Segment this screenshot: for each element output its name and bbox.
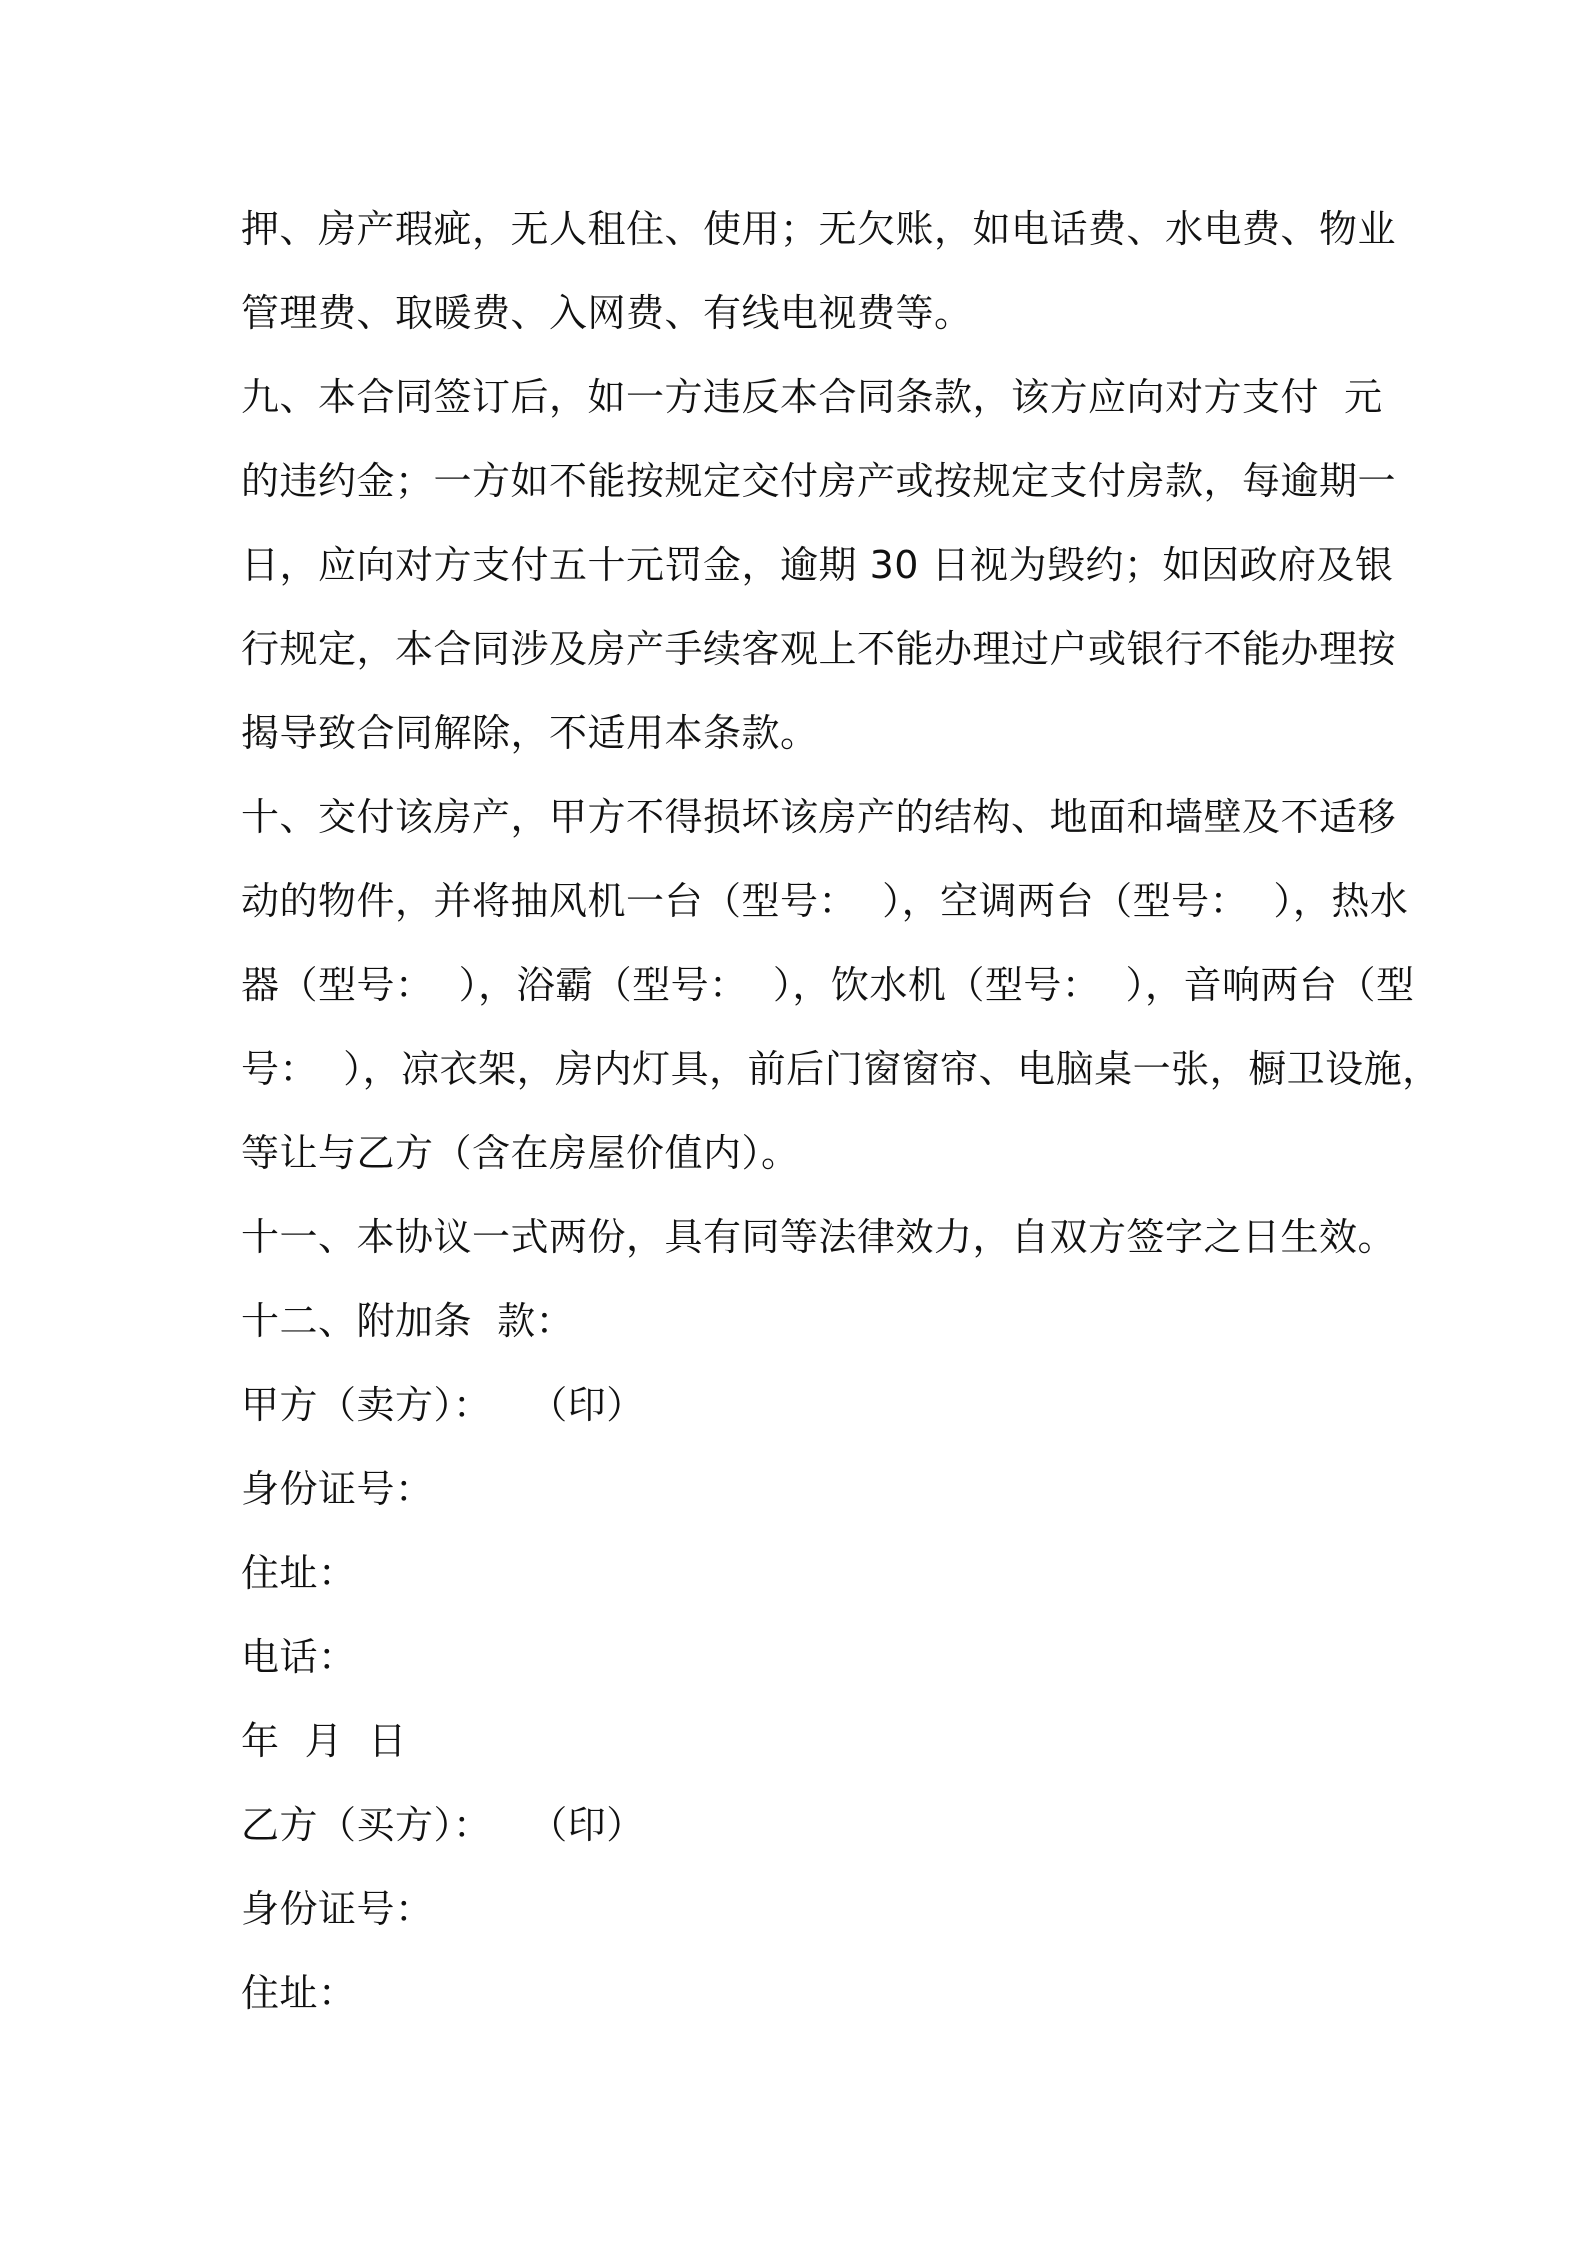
clause-8-continuation-line-2: 管理费、取暖费、入网费、有线电视费等。 — [241, 291, 973, 335]
clause-12-line: 十二、附加条 款： — [241, 1299, 575, 1343]
party-b-id-number-line: 身份证号： — [241, 1887, 434, 1931]
clause-10-line-5: 等让与乙方（含在房屋价值内）。 — [241, 1131, 800, 1175]
clause-9-line-3: 日，应向对方支付五十元罚金，逾期 30 日视为毁约；如因政府及银 — [241, 543, 1394, 587]
party-a-phone-line: 电话： — [241, 1635, 357, 1679]
clause-9-line-5: 揭导致合同解除，不适用本条款。 — [241, 711, 819, 755]
party-a-id-number-line: 身份证号： — [241, 1467, 434, 1511]
clause-10-line-4: 号： ），凉衣架，房内灯具，前后门窗窗帘、电脑桌一张，橱卫设施， — [241, 1047, 1441, 1091]
party-a-seller-line: 甲方（卖方）： （印） — [241, 1383, 645, 1427]
clause-10-line-2: 动的物件，并将抽风机一台（型号： ），空调两台（型号： ），热水 — [241, 879, 1409, 923]
party-b-address-line: 住址： — [241, 1971, 357, 2015]
party-b-buyer-line: 乙方（买方）： （印） — [241, 1803, 645, 1847]
date-line: 年 月 日 — [241, 1719, 407, 1763]
clause-11-line: 十一、本协议一式两份，具有同等法律效力，自双方签字之日生效。 — [241, 1215, 1397, 1259]
clause-9-line-1: 九、本合同签订后，如一方违反本合同条款，该方应向对方支付 元 — [241, 375, 1383, 419]
clause-9-line-4: 行规定，本合同涉及房产手续客观上不能办理过户或银行不能办理按 — [241, 627, 1397, 671]
clause-10-line-3: 器（型号： ），浴霸（型号： ），饮水机（型号： ），音响两台（型 — [241, 963, 1415, 1007]
clause-8-continuation-line-1: 押、房产瑕疵，无人租住、使用；无欠账，如电话费、水电费、物业 — [241, 207, 1397, 251]
clause-10-line-1: 十、交付该房产，甲方不得损坏该房产的结构、地面和墙壁及不适移 — [241, 795, 1397, 839]
party-a-address-line: 住址： — [241, 1551, 357, 1595]
clause-9-line-2: 的违约金；一方如不能按规定交付房产或按规定支付房款，每逾期一 — [241, 459, 1397, 503]
